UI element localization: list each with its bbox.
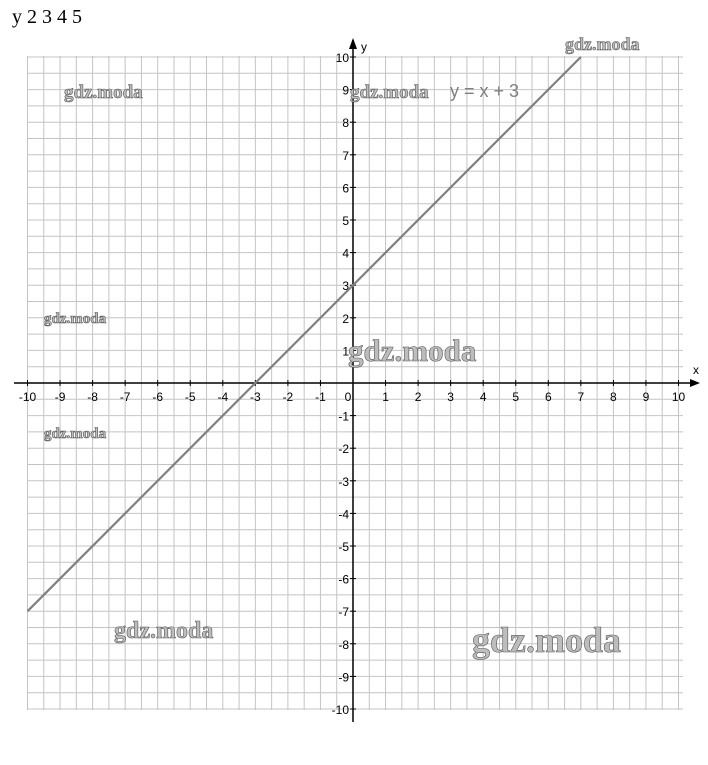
y-tick-label: 6 [342, 181, 349, 196]
x-tick-label: 6 [544, 390, 552, 404]
y-axis-arrow [349, 38, 357, 49]
y-tick-label: 1 [342, 344, 349, 359]
series-label: y = x + 3 [450, 81, 520, 101]
x-tick-label: -6 [152, 390, 164, 404]
y-tick-label: -3 [338, 474, 349, 489]
y-tick-label: 10 [335, 51, 349, 65]
x-tick-label: -10 [18, 390, 37, 404]
y-tick-label: -4 [338, 507, 349, 522]
x-tick-label: -8 [87, 390, 98, 404]
watermark-text: gdz.moda [472, 620, 622, 660]
x-tick-label: 10 [671, 390, 686, 404]
y-tick-label: 3 [342, 279, 349, 294]
y-tick-label: 9 [342, 83, 349, 98]
x-tick-label: -5 [184, 390, 196, 404]
y-tick-label: -2 [338, 442, 349, 457]
y-tick-label: -6 [338, 572, 349, 587]
y-tick-label: 4 [342, 246, 349, 261]
x-tick-label: -2 [282, 390, 294, 404]
y-tick-label: 7 [342, 148, 349, 163]
x-tick-label: -7 [119, 390, 131, 404]
x-axis-arrow [690, 379, 700, 387]
x-tick-label: 7 [577, 390, 585, 404]
watermark-text: gdz.moda [348, 333, 477, 368]
header-text: y 2 3 4 5 [12, 6, 82, 28]
y-tick-label: 5 [342, 214, 349, 228]
x-tick-label: -3 [250, 390, 261, 404]
watermark-text: gdz.moda [114, 618, 214, 644]
y-tick-label: -8 [338, 637, 349, 652]
x-tick-label: -4 [217, 390, 229, 404]
watermark-text: gdz.moda [565, 34, 640, 54]
watermark-text: gdz.moda [44, 426, 107, 442]
y-axis-label: y [361, 40, 367, 54]
x-tick-label: 4 [479, 390, 487, 404]
y-tick-label: -1 [338, 409, 349, 424]
y-tick-label: 8 [342, 116, 349, 131]
x-tick-label: 0 [344, 390, 352, 404]
y-tick-label: -10 [331, 703, 349, 717]
x-axis-label: x [693, 363, 699, 377]
watermark-text: gdz.moda [44, 311, 107, 327]
watermark-text: gdz.moda [350, 82, 429, 103]
x-tick-label: 1 [382, 390, 389, 404]
x-tick-label: 3 [447, 390, 454, 404]
x-tick-label: 8 [610, 390, 617, 404]
y-tick-label: -7 [338, 605, 349, 620]
x-tick-label: 2 [414, 390, 422, 404]
x-tick-label: 5 [512, 390, 520, 404]
y-tick-label: -5 [338, 540, 349, 554]
x-tick-label: -1 [315, 390, 326, 404]
x-tick-label: 9 [642, 390, 650, 404]
y-tick-label: 2 [342, 311, 349, 326]
watermark-text: gdz.moda [64, 82, 143, 103]
y-tick-label: -9 [338, 670, 349, 685]
x-tick-label: -9 [54, 390, 66, 404]
